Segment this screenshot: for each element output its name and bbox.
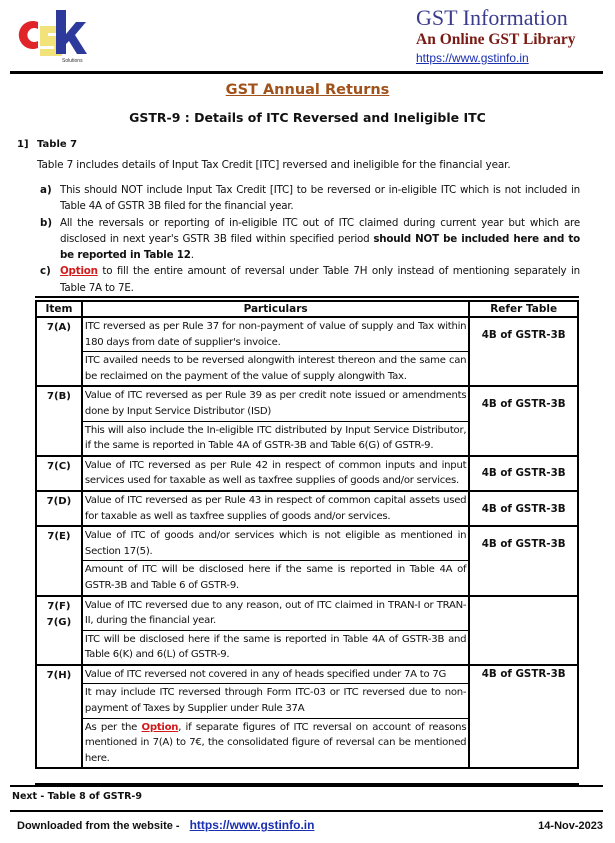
brand-subtitle: An Online GST Library [416, 31, 576, 48]
refer-table [469, 596, 578, 665]
note-label: b) [40, 216, 53, 229]
table-row-7f-7g [36, 596, 578, 665]
page-title [0, 82, 615, 98]
footer-divider [10, 810, 603, 812]
particular-text: Value of ITC reversed as per Rule 42 in respect of common inputs and input services used for taxable as well as taxfree supplies of goods and/or services. [84, 459, 467, 487]
particular-text: Value of ITC reversed as per Rule 39 as per credit note issued or amendments done by Input Service Distributor (ISD) [83, 387, 468, 421]
particular-option-note [83, 719, 468, 768]
particulars-cell [82, 665, 469, 769]
particular-text: Value of ITC reversed due to any reason, out of ITC claimed in TRAN-I or TRAN-II, during the financial year. [83, 597, 468, 631]
table-row-7e [36, 526, 578, 595]
column-header-particulars: Particulars [82, 301, 469, 317]
section-number: 1] [17, 139, 29, 150]
brand-block [416, 6, 606, 67]
particular-text: Value of ITC of goods and/or services which is not eligible as mentioned in Section 17(5). [83, 527, 468, 561]
particular-text: Value of ITC reversed not covered in any of heads specified under 7A to 7G [83, 666, 468, 685]
item-code: 7(H) [36, 665, 82, 769]
brand-url-link[interactable]: https://www.gstinfo.in [416, 51, 529, 65]
next-link-text[interactable]: Next - Table 8 of GSTR-9 [12, 791, 142, 802]
header-divider [10, 71, 603, 74]
note-item [40, 182, 580, 215]
option-note-suffix: , if separate figures of ITC reversal on account of reasons mentioned in 7(A) to 7€, the consolidated figure of reversal can be mentioned here. [84, 721, 467, 764]
footer-date: 14-Nov-2023 [538, 820, 603, 832]
table-header-row [36, 301, 578, 317]
table-top-divider [35, 296, 579, 298]
note-item [40, 263, 580, 296]
particular-text: Amount of ITC will be disclosed here if the same is reported in Table 4A of GSTR-3B and Table 6 of GSTR-9. [84, 564, 467, 591]
note-label: a) [40, 184, 52, 196]
particulars-cell [82, 386, 469, 455]
particular-text: ITC reversed as per Rule 37 for non-payment of value of supply and Tax within 180 days from date of supplier's invoice. [83, 318, 468, 352]
item-code: 7(A) [36, 317, 82, 386]
note-text [60, 263, 580, 296]
table-row-7b [36, 386, 578, 455]
downloaded-label: Downloaded from the website - [17, 820, 180, 832]
particular-text: It may include ITC reversed through Form ITC-03 or ITC reversed due to non-payment of Taxes by Supplier under Rule 37A [83, 684, 468, 718]
option-link[interactable]: Option [60, 265, 98, 278]
refer-table: 4B of GSTR-3B [469, 526, 578, 595]
refer-table: 4B of GSTR-3B [469, 317, 578, 386]
table-row-7c [36, 456, 578, 491]
note-item [40, 215, 580, 264]
particulars-cell [82, 526, 469, 595]
section-title: Table 7 [37, 139, 78, 150]
item-code-f: 7(F) [47, 600, 71, 612]
refer-table: 4B of GSTR-3B [469, 386, 578, 455]
logo-c-shape [19, 21, 38, 49]
particular-text: ITC will be disclosed here if the same is reported in Table 4A of GSTR-3B and Table 6(K) and 6(L) of GSTR-9. [84, 633, 467, 661]
note-emphasis: should NOT be included here and to be reported in Table 12 [60, 232, 580, 262]
note-text: This should NOT include Input Tax Credit [ITC] to be reversed or in-eligible ITC which is not included in Table 4A of GSTR 3B filed for the financial year. [60, 184, 580, 213]
refer-table: 4B of GSTR-3B [469, 456, 578, 491]
page-subtitle: GSTR-9 : Details of ITC Reversed and Ineligible ITC [129, 110, 486, 125]
section-intro: Table 7 includes details of Input Tax Credit [ITC] reversed and ineligible for the financial year. [37, 159, 511, 171]
note-text [60, 215, 580, 264]
column-header-item: Item [36, 301, 82, 317]
option-note-prefix: As per the [84, 721, 142, 733]
note-text-suffix: . [190, 249, 194, 262]
particular-text: This will also include the In-eligible ITC distributed by Input Service Distributor, if the same is reported in Table 4A of GSTR-3B and Table 6(G) of GSTR-9. [84, 424, 467, 452]
particulars-cell [82, 491, 469, 526]
option-link[interactable]: Option [141, 721, 179, 733]
note-label: c) [40, 265, 51, 278]
note-text-part: to fill the entire amount of reversal under Table 7H only instead of mentioning separately in Table 7A to 7E. [60, 265, 580, 294]
particulars-cell [82, 317, 469, 386]
page-footer [17, 818, 603, 832]
column-header-refer: Refer Table [469, 301, 578, 317]
table-row-7a [36, 317, 578, 386]
item-code: 7(C) [36, 456, 82, 491]
footer-url-link[interactable]: https://www.gstinfo.in [189, 818, 315, 832]
table-row-7h [36, 665, 578, 769]
logo-subtitle: Solutions [62, 58, 83, 64]
item-code: 7(E) [36, 526, 82, 595]
brand-title: GST Information [416, 5, 568, 30]
particulars-cell [82, 596, 469, 665]
next-top-divider [10, 785, 603, 787]
notes-list [40, 182, 580, 296]
refer-table: 4B of GSTR-3B [469, 665, 578, 769]
item-code: 7(B) [36, 386, 82, 455]
item-code: 7(D) [36, 491, 82, 526]
logo-k-shape [56, 10, 87, 54]
item-code [36, 596, 82, 665]
note-text-part: All the reversals or reporting of in-eligible ITC out of ITC claimed during current year but which are disclosed in next year's GSTR 3B filed within specified period [60, 216, 580, 245]
item-code-g: 7(G) [46, 616, 72, 628]
page-title-text: GST Annual Returns [225, 82, 390, 98]
csk-logo [10, 8, 88, 64]
particular-text: ITC availed needs to be reversed alongwith interest thereon and the same can be reclaimed on the payment of the value of supply alongwith Tax. [84, 355, 467, 382]
particular-text: Value of ITC reversed as per Rule 43 in respect of common capital assets used for taxable as well as taxfree supplies of goods and/or services. [84, 494, 467, 522]
itc-table [35, 300, 579, 769]
section-heading [17, 139, 77, 150]
particulars-cell [82, 456, 469, 491]
refer-table: 4B of GSTR-3B [469, 491, 578, 526]
table-row-7d [36, 491, 578, 526]
